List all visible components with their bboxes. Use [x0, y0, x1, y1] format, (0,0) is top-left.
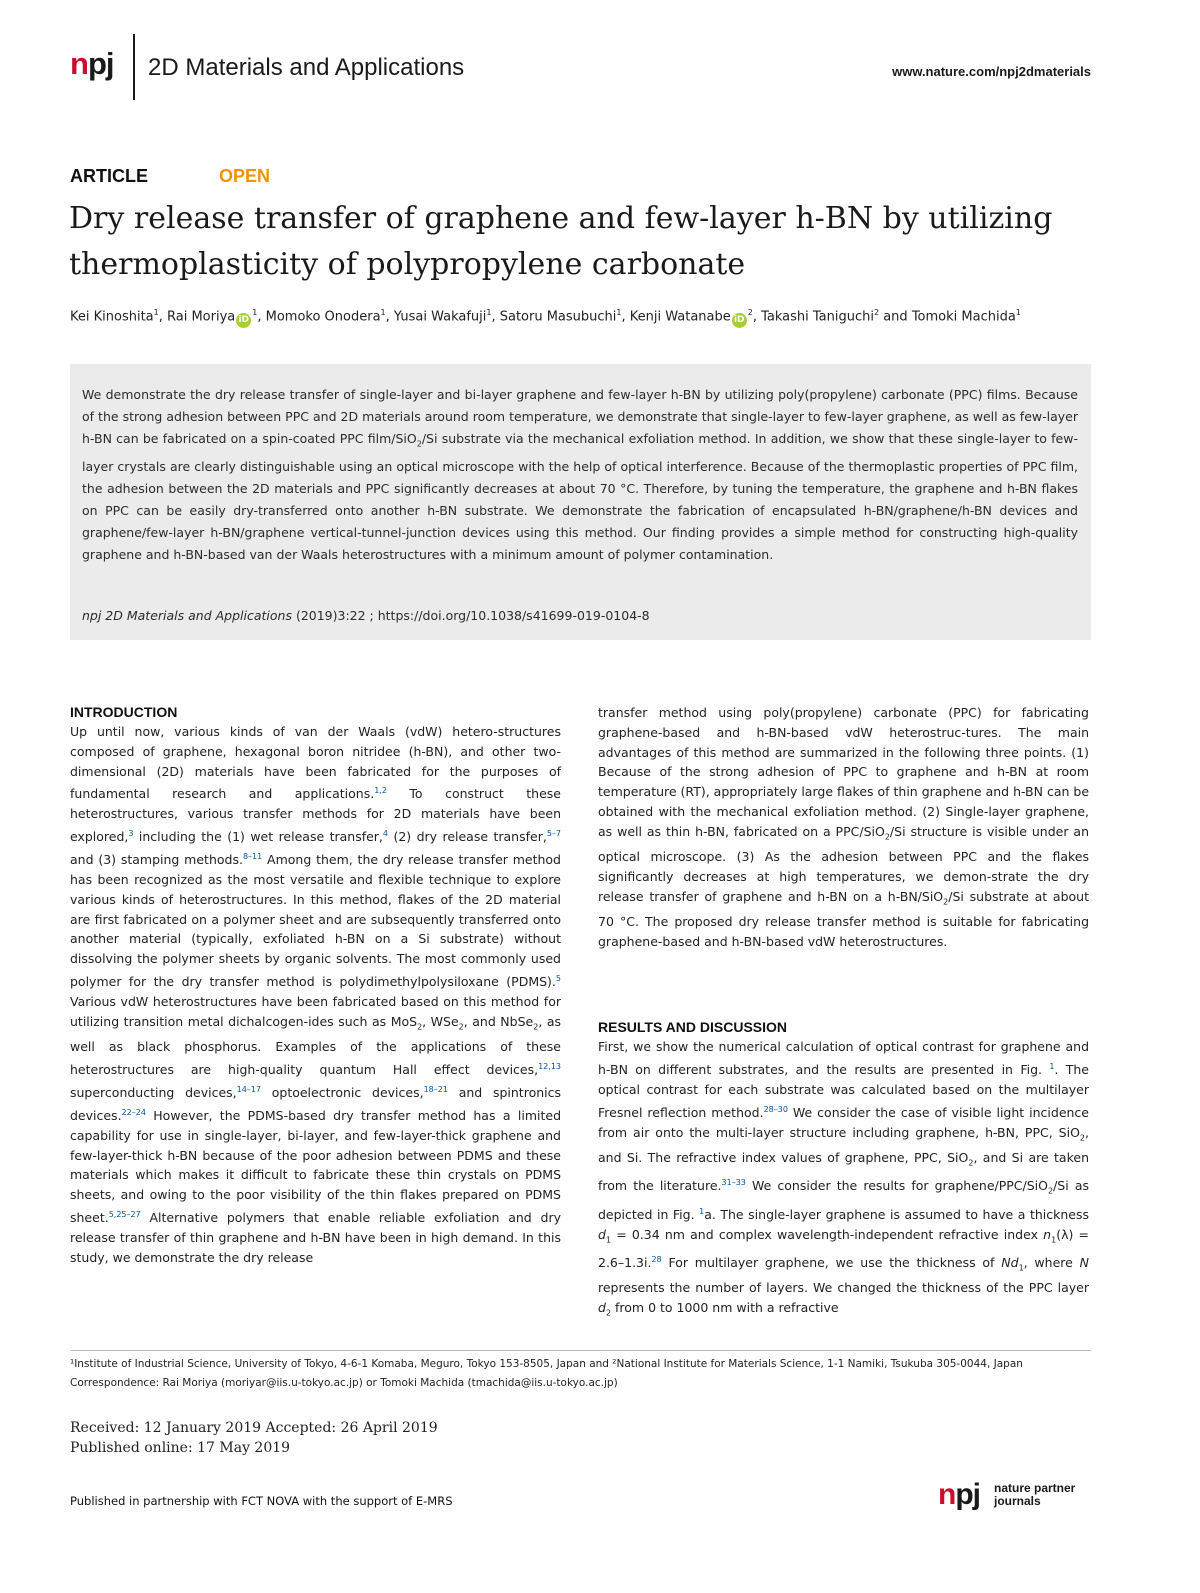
- math-symbol: d: [598, 1226, 606, 1242]
- introduction-continued-paragraph: transfer method using poly(propylene) carbonate (PPC) for fabricating graphene-based and h-BN-based vdW heterostruc-tures. The main advantages of this method are summarized in the following three points. (1) Because of the strong adhesion of PPC to graphene and h-BN at room temperature (RT), appropriately large flakes of thin graphene and h-BN can be obtained with the mechanical exfoliation method. (2) Single-layer graphene, as well as thin h-BN, fabricated on a PPC/SiO$_2$/Si structure is visible under an optical microscope. (3) As the adhesion between PPC and the flakes significantly decreases at high temperatures, we demon-strate the dry release transfer of graphene and h-BN on a h-BN/SiO$_2$/Si substrate at about 70 °C. The proposed dry release transfer method is suitable for fabricating graphene-based and h-BN-based vdW heterostructures.: [598, 705, 1090, 949]
- article-title: Dry release transfer of graphene and few-layer h-BN by utilizing thermoplasticity of polypropylene carbonate: [69, 201, 1053, 282]
- subscript: 2: [1048, 1186, 1054, 1196]
- affiliation-marker: 2: [873, 308, 880, 317]
- reference-link[interactable]: 28–30: [763, 1104, 788, 1114]
- reference-link[interactable]: 5,25–27: [108, 1209, 141, 1219]
- partnership-note: Published in partnership with FCT NOVA with the support of E-MRS: [70, 1494, 453, 1508]
- affiliation-marker: 1: [153, 308, 159, 317]
- reference-link[interactable]: 22–24: [121, 1107, 146, 1117]
- author-name[interactable]: Takashi Taniguchi: [761, 309, 874, 325]
- subscript: 2: [417, 1022, 423, 1032]
- affiliation-marker: 1: [252, 308, 258, 317]
- author-name[interactable]: Momoko Onodera: [265, 309, 381, 325]
- journal-name: 2D Materials and Applications: [148, 54, 465, 81]
- math-symbol: N: [1079, 1254, 1089, 1270]
- results-heading: RESULTS AND DISCUSSION: [598, 1019, 788, 1035]
- reference-link[interactable]: 8–11: [242, 852, 263, 862]
- article-type-label: ARTICLE: [70, 166, 148, 186]
- footer-npj-mark: npj: [938, 1478, 980, 1511]
- reference-link[interactable]: 5–7: [546, 829, 561, 839]
- affiliation-marker: 1: [616, 308, 622, 317]
- subscript: 1: [605, 1235, 612, 1244]
- reference-link[interactable]: 1: [1049, 1061, 1055, 1071]
- reference-link[interactable]: 1: [699, 1206, 705, 1216]
- reference-link[interactable]: 18–21: [423, 1084, 448, 1094]
- open-access-badge: OPEN: [219, 166, 271, 186]
- subscript: 2: [1079, 1133, 1086, 1142]
- introduction-heading: INTRODUCTION: [70, 704, 178, 720]
- right-column-intro: [598, 703, 1089, 952]
- citation-journal: npj 2D Materials and Applications: [82, 608, 292, 623]
- subscript: 2: [533, 1022, 539, 1032]
- reference-link[interactable]: 3: [128, 829, 134, 839]
- journal-header: [70, 34, 1091, 104]
- citation-line: [82, 608, 1078, 623]
- footnotes: [70, 1355, 1100, 1393]
- logo-divider: [133, 34, 135, 100]
- subscript: 1: [1018, 1263, 1024, 1273]
- reference-link[interactable]: 4: [382, 829, 389, 839]
- nature-partner-journals-text: nature partner journals: [994, 1481, 1076, 1508]
- article-dates: [70, 1418, 438, 1458]
- affiliations: ¹Institute of Industrial Science, University of Tokyo, 4-6-1 Komaba, Meguro, Tokyo 153-8505, Japan and ²National Institute for Materials Science, 1-1 Namiki, Tsukuba 305-0044, Japan: [70, 1358, 1023, 1370]
- author-name[interactable]: Yusai Wakafuji: [393, 309, 487, 325]
- affiliation-marker: 2: [747, 308, 753, 317]
- reference-link[interactable]: 5: [555, 974, 561, 984]
- results-paragraph: First, we show the numerical calculation of optical contrast for graphene and h-BN on different substrates, and the results are presented in Fig. $^1$. The optical contrast for each substrate was calculated based on the multilayer Fresnel reflection method.$^{28-30}$ We consider the case of visible light incidence from air onto the multi-layer structure including graphene, h-BN, PPC, SiO$_2$, and Si. The refractive index values of graphene, PPC, SiO$_2$, and Si are taken from the literature.$^{31-33}$ We consider the results for graphene/PPC/SiO$_2$/Si as depicted in Fig. $^1$a. The single-layer graphene is assumed to have a thickness $d_1 = 0.34$ nm and complex wavelength-independent refractive index $n_1(\lambda) = 2.6-1.3i.^{28}$ For multilayer graphene, we use the thickness of $Nd_1$, where N represents the number of layers. We changed the thickness of the PPC layer $d_2$ from 0 to 1000 nm with a refractive: [598, 1039, 1089, 1318]
- published-date: Published online: 17 May 2019: [70, 1440, 291, 1456]
- affiliation-marker: 1: [380, 308, 386, 317]
- affiliation-marker: 1: [1015, 308, 1021, 317]
- received-accepted-dates: Received: 12 January 2019 Accepted: 26 April 2019: [70, 1420, 438, 1436]
- orcid-icon[interactable]: iD: [732, 313, 747, 328]
- reference-link[interactable]: 28: [651, 1254, 662, 1264]
- abstract-text: We demonstrate the dry release transfer of single-layer and bi-layer graphene and few-layer h-BN by utilizing poly(propylene) carbonate (PPC) films. Because of the strong adhesion between PPC and 2D materials around room temperature, we demonstrate that single-layer to few-layer graphene, as well as few-layer h-BN can be fabricated on a spin-coated PPC film/SiO$_2$/Si substrate via the mechanical exfoliation method. In addition, we show that these single-layer to few-layer crystals are clearly distinguishable using an optical microscope with the help of optical interference. Because of the thermoplastic properties of PPC film, the adhesion between the 2D materials and PPC significantly decreases at about 70 °C. Therefore, by tuning the temperature, the graphene and h-BN flakes on PPC can be easily dry-transferred onto another h-BN substrate. We demonstrate the fabrication of encapsulated h-BN/graphene/h-BN devices and graphene/few-layer h-BN/graphene vertical-tunnel-junction devices using this method. Our finding provides a simple method for constructing high-quality graphene and h-BN-based van der Waals heterostructures with a minimum amount of polymer contamination.: [82, 387, 1078, 562]
- subscript: 2: [884, 832, 890, 842]
- subscript: 2: [458, 1022, 464, 1032]
- author-name[interactable]: Satoru Masubuchi: [499, 309, 617, 325]
- author-name[interactable]: Kenji Watanabe: [629, 309, 731, 325]
- reference-link[interactable]: 14–17: [236, 1084, 261, 1094]
- math-symbol: Nd: [1001, 1254, 1019, 1270]
- orcid-icon[interactable]: iD: [236, 313, 251, 328]
- author-name[interactable]: Tomoki Machida: [911, 309, 1016, 325]
- author-name[interactable]: Rai Moriya: [167, 309, 236, 325]
- introduction-paragraph: Up until now, various kinds of van der Waals (vdW) hetero-structures composed of graphene, hexagonal boron nitridee (h-BN), and other two-dimensional (2D) materials have been fabricated for the purposes of fundamental research and applications.$^{1,2}$ To construct these heterostructures, various transfer methods for 2D materials have been explored,$^3$ including the (1) wet release transfer,$^4$ (2) dry release transfer,$^{5-7}$ and (3) stamping methods.$^{8-11}$ Among them, the dry release transfer method has been recognized as the most versatile and flexible technique to explore various kinds of heterostructures. In this method, flakes of the 2D material are first fabricated on a polymer sheet and are subsequently transferred onto another material (typically, exfoliated h-BN on a Si substrate) without dissolving the polymer sheets by organic solvents. The most commonly used polymer for the dry transfer method is polydimethylpolysiloxane (PDMS).$^5$ Various vdW heterostructures have been fabricated based on this method for utilizing transition metal dichalcogen-ides such as MoS$_2$, WSe$_2$, and NbSe$_2$, as well as black phosphorus. Examples of the applications of these heterostructures are high-quality quantum Hall effect devices,$^{12,13}$ superconducting devices,$^{14-17}$ optoelectronic devices,$^{18-21}$ and spintronics devices.$^{22-24}$ However, the PDMS-based dry transfer method has a limited capability for use in single-layer, bi-layer, and few-layer-thick graphene and few-layer-thick h-BN because of the poor adhesion between PDMS and these materials which makes it difficult to fabricate these thin crystals on PDMS sheets, and owing to the poor visibility of the thin flakes prepared on PDMS sheet.$^{5,25-27}$ Alternative polymers that enable reliable exfoliation and dry release transfer of thin graphene and h-BN have been in high demand. In this study, we demonstrate the dry release: [70, 724, 561, 1265]
- subscript: 2: [416, 439, 422, 449]
- subscript: 1: [1051, 1235, 1057, 1244]
- right-column-results: [598, 1017, 1089, 1323]
- npj-logo: npj: [70, 46, 114, 81]
- correspondence: Correspondence: Rai Moriya (moriyar@iis.u-tokyo.ac.jp) or Tomoki Machida (tmachida@iis.u-tokyo.ac.jp): [70, 1377, 618, 1389]
- journal-url-link[interactable]: www.nature.com/npj2dmaterials: [892, 64, 1091, 79]
- math-symbol: n: [1043, 1226, 1052, 1242]
- affiliation-marker: 1: [486, 308, 492, 317]
- footnote-divider: [70, 1350, 1091, 1351]
- subscript: 2: [943, 897, 949, 907]
- math-symbol: d: [598, 1300, 606, 1316]
- reference-link[interactable]: 12,13: [538, 1061, 561, 1071]
- author-list: Kei Kinoshita$^1$, Rai Moriya $iD^1$, Momoko Onodera$^1$, Yusai Wakafuji$^1$, Satoru Masubuchi$^1$, Kenji Watanabe $iD^2$, Takashi Taniguchi$^2$ and Tomoki Machida$^1$: [70, 302, 1095, 328]
- left-column: [70, 702, 561, 1267]
- author-name[interactable]: Kei Kinoshita: [70, 309, 154, 325]
- citation-doi-link[interactable]: (2019)3:22 ; https://doi.org/10.1038/s41699-019-0104-8: [291, 608, 650, 623]
- subscript: 2: [605, 1308, 612, 1318]
- npj-partner-logo: [938, 1478, 1090, 1518]
- subscript: 2: [968, 1158, 974, 1168]
- abstract-box: [70, 364, 1091, 640]
- reference-link[interactable]: 31–33: [721, 1178, 746, 1188]
- reference-link[interactable]: 1,2: [374, 786, 387, 796]
